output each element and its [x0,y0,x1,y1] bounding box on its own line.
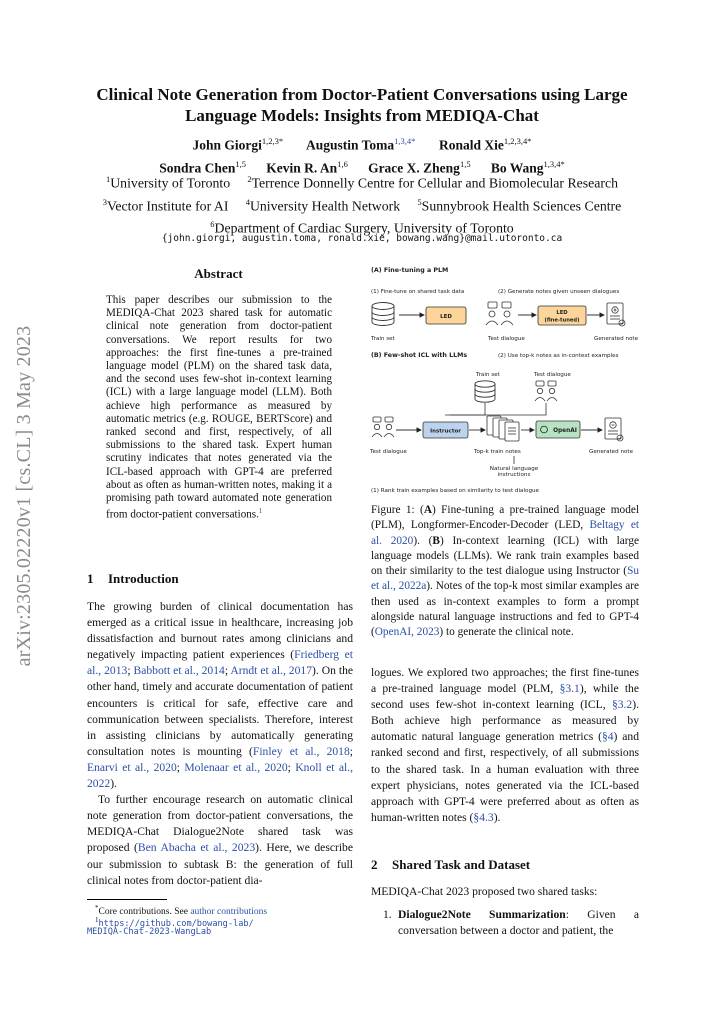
intro-text: ; [287,760,296,774]
section-number: 1 [87,571,94,586]
citation-link[interactable]: §4 [601,730,614,744]
fig-nl-2: instructions [497,472,531,478]
citation-link[interactable]: §4.3 [473,810,494,824]
citation-link[interactable]: Arndt et al., 2017 [230,664,312,678]
author-sup: 1,5 [459,158,471,169]
intro-text: ; [127,664,134,678]
fig-panel-b-title: (B) Few-shot ICL with LLMs [371,352,468,359]
caption-text: ). ( [413,534,433,547]
footnote-one: $^1$https://github.com/bowang-lab/ [95,916,254,930]
affiliation-name: University Health Network [249,198,401,214]
fig-test-dialogue: Test dialogue [488,336,525,342]
affiliation-name: Terrence Donnelly Centre for Cellular and Biomolecular Research [251,175,619,191]
note-icon [605,418,623,441]
affiliation-sup: 3 [102,196,107,207]
affiliation-sup: 2 [247,174,252,184]
citation-link[interactable]: §3.1 [559,682,580,696]
fig-b-left-test-dialogue: Test dialogue [370,449,407,455]
citation-link[interactable]: Finley et al., 2018 [252,744,350,758]
caption-text: Figure 1: ( [371,504,424,516]
author-name: Grace X. Zheng [368,160,460,175]
affiliation-name: University of Toronto [110,175,231,191]
figure-1 [368,263,648,499]
fig-led-ft-1: LED [556,310,568,316]
intro-text: The growing burden of clinical documentation has emerged as a critical issue in healthcare, increasing job dissatisfaction and burnout rates among clinicians and negatively impacting patient experiences ( [87,600,353,662]
affiliation-sup: 4 [245,196,250,207]
citation-link[interactable]: Friedberg et al., 2013 [87,648,353,678]
affiliation-name: Vector Institute for AI [106,198,229,214]
github-link-cont[interactable]: MEDIQA-Chat-2023-WangLab [87,927,212,937]
abstract-body [106,294,332,522]
contact-email[interactable]: {john.giorgi, augustin.toma, ronald.xie, bowang.wang}@mail.utoronto.ca [161,233,563,244]
intro-text: To further encourage research on automatic clinical note generation from doctor-patient conversations, the MEDIQA-Chat Dialogue2Note shared task was proposed ( [87,793,353,855]
affiliation-sup: 6 [210,219,215,230]
intro-text: ). Here, we describe our submission to subtask B: the generation of full clinical notes from doctor-patient dia- [87,841,353,887]
section-heading-shared-task [371,857,530,873]
footnote-star: *Core contributions. See author contributions [95,904,268,918]
section-title: Introduction [108,571,179,586]
github-link[interactable]: https://github.com/bowang-lab/ [98,919,254,930]
right-paragraph [371,665,639,826]
intro-text: ; [224,664,231,678]
footnote-ref[interactable]: 1 [258,507,263,516]
caption-text: ) Fine-tuning a pre-trained language model (PLM), Longformer-Encoder-Decoder (LED, [371,504,639,532]
caption-text: A [423,504,432,516]
fig-b-generated-note: Generated note [589,449,634,455]
citation-link[interactable]: Beltagy et al. 2020 [371,519,639,547]
people-icon [372,417,394,437]
affiliation-sup: 1 [105,174,111,184]
fig-openai: OpenAI [553,428,577,434]
intro-text: ). [110,777,117,791]
section-number: 2 [371,857,378,872]
intro-text: ). On the other hand, timely and accurate documentation of patient encounters is critical for safe, effective care and communication between specialists. Therefore, interest in assisting clinicians by automatically generating consultation notes is mounting ( [87,664,354,758]
body-text: ) and ranked second and first, respectively, of all submissions to the shared task. In a human evaluation with three expert physicians, notes generated via the ICL-based approach with GPT-4 were preferred about as often as human-written notes ( [371,730,640,824]
fig-b-step1: (1) Rank train examples based on similarity to test dialogue [371,488,539,494]
fig-b-train-set: Train set [476,372,500,378]
fig-topk-notes: Top-k train notes [474,449,521,455]
affiliation-row-1 [60,170,664,193]
fig-led: LED [440,314,452,320]
people-icon [535,381,557,401]
list-item-title: Dialogue2Note Summarization [398,908,566,921]
list-number: 1. [383,908,392,921]
body-text: logues. We explored two approaches; the first fine-tunes a pre-trained language model (PLM, [371,666,639,696]
citation-link[interactable]: Ben Abacha et al., 2023 [137,841,256,855]
paper-title: Clinical Note Generation from Doctor-Patient Conversations using Large Language Models: Insights from MEDIQA-Chat [96,85,628,125]
fig-led-ft-2: (fine-tuned) [544,317,580,324]
database-icon [372,303,394,326]
author-name: Sondra Chen [159,160,236,175]
caption-text: ). Notes of the top-k most similar examples are then used as in-context examples to form a prompt alongside natural language instructions and fed to GPT-4 ( [371,580,639,639]
intro-paragraph-2 [87,792,353,889]
section-title: Shared Task and Dataset [392,857,531,872]
citation-link[interactable]: Molenaar et al., 2020 [184,760,288,774]
figure-caption [371,503,639,641]
author-sup: 1,5 [235,158,247,169]
arxiv-stamp[interactable]: arXiv:2305.02220v1 [cs.CL] 3 May 2023 [13,325,35,667]
citation-link[interactable]: Babbott et al., 2014 [133,664,225,678]
body-text: ), while the second uses few-shot in-context learning (ICL, [371,682,639,712]
author-row-1 [60,132,664,155]
affiliation-row-2 [60,193,664,216]
caption-text: ) to generate the clinical note. [439,626,574,639]
author-name: Kevin R. An [266,160,338,175]
fig-b-test-dialogue: Test dialogue [534,372,571,378]
people-icon [486,302,513,325]
introduction-body [87,599,353,889]
fig-generated-note: Generated note [594,336,639,342]
fig-nl-1: Natural language [489,466,539,472]
footnote-one-cont [87,927,347,939]
fig-instructor: Instructor [430,428,461,435]
section2-list-item [383,907,639,939]
section-heading-introduction [87,571,179,587]
author-sup: 1,6 [337,158,348,169]
author-sup: 1,3,4* [543,158,565,169]
fig-a-step1: (1) Fine-tune on shared task data [371,289,465,295]
intro-paragraph-1 [87,599,353,792]
author-contributions-link[interactable]: author contributions [190,907,268,918]
intro-text: ; [349,744,353,758]
fig-panel-a-title: (A) Fine-tuning a PLM [371,267,449,274]
author-name: Bo Wang [490,160,544,175]
author-name: Ronald Xie [439,137,504,153]
citation-link[interactable]: OpenAI, 2023 [374,626,440,639]
affiliation-name: Department of Cardiac Surgery, University of Toronto [214,220,514,236]
affiliation-name: Sunnybrook Health Sciences Centre [421,198,622,214]
affiliation-sup: 5 [417,196,422,207]
caption-text: ) In-context learning (ICL) with large language models (LLMs). We rank train examples based on their similarity to the test dialogue using Instructor ( [371,534,639,578]
fig-a-step2: (2) Generate notes given unseen dialogues [498,289,620,295]
fig-b-step2: (2) Use top-k notes as in-context examples [498,353,619,359]
author-sup[interactable]: 1,3,4* [394,136,416,146]
footnote-rule [87,899,167,900]
citation-link[interactable]: Su et al., 2022a [371,565,639,593]
citation-link[interactable]: §3.2 [611,698,633,712]
abstract-text: This paper describes our submission to the MEDIQA-Chat 2023 shared task for automatic clinical note generation from doctor-patient conversations. We report results for two approaches: the first fine-tunes a pre-trained language model (PLM) on the shared task data, and the second uses few-shot in-context learning (ICL) with a large language model (LLM). Both achieve high performance as measured by automatic metrics (e.g. ROUGE, BERTScore) and ranked second and first, respectively, of all submissions to the shared task. Expert human scrutiny indicates that notes generated via the ICL-based approach with GPT-4 are preferred about as often as human-written notes, making it a promising path toward automated note generation from doctor-patient conversations. [106,294,332,521]
footnote-text: Core contributions. See [98,907,191,918]
body-text: ). Both achieve high performance as measured by automatic natural language generation metrics ( [371,698,639,744]
author-name: John Giorgi [192,137,262,153]
section2-intro: MEDIQA-Chat 2023 proposed two shared tasks: [371,885,598,898]
right-column-body [371,665,639,826]
note-icon [607,303,625,326]
citation-link[interactable]: Enarvi et al., 2020 [87,760,177,774]
caption-text: B [432,534,440,547]
affiliations [60,170,664,238]
abstract-heading: Abstract [194,266,243,281]
author-sup: 1,2,3,4* [503,136,532,146]
fig-train-set: Train set [371,336,395,342]
author-sup: 1,2,3* [261,136,284,146]
author-name: Augustin Toma [305,137,395,153]
list-item-text: : Given a conversation between a doctor and patient, the [398,908,639,938]
document-stack-icon [487,416,519,441]
intro-text: ; [176,760,185,774]
body-text: ). [493,810,501,824]
citation-link[interactable]: Knoll et al., 2022 [87,760,353,791]
database-icon [475,381,495,402]
